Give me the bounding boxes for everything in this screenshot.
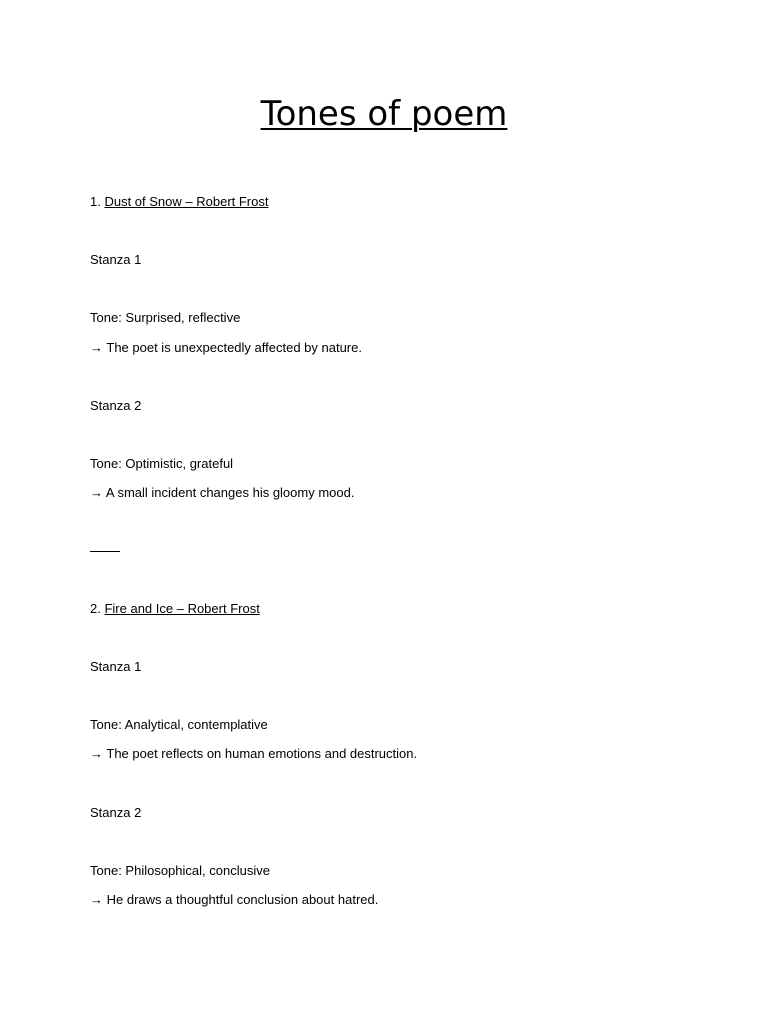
poem-heading-2 [90, 600, 260, 618]
stanza-tone: Tone: Philosophical, conclusive [90, 863, 270, 878]
stanza-note: → The poet is unexpectedly affected by nature. [90, 340, 362, 355]
stanza-tone: Tone: Surprised, reflective [90, 310, 241, 325]
section-divider [90, 551, 120, 552]
stanza-tone: Tone: Analytical, contemplative [90, 717, 268, 732]
stanza-label: Stanza 2 [90, 398, 142, 413]
poem-heading-1 [90, 193, 268, 211]
page-title: Tones of poem [260, 94, 508, 134]
poem-number: 2. [90, 601, 101, 616]
stanza-note: → A small incident changes his gloomy mood. [90, 485, 355, 500]
poem-title-link: Dust of Snow – Robert Frost [104, 194, 269, 209]
stanza-tone: Tone: Optimistic, grateful [90, 456, 234, 471]
poem-title-link: Fire and Ice – Robert Frost [104, 601, 260, 616]
stanza-note: → The poet reflects on human emotions and destruction. [90, 746, 418, 761]
stanza-label: Stanza 1 [90, 659, 142, 674]
stanza-note: → He draws a thoughtful conclusion about hatred. [90, 892, 379, 907]
stanza-label: Stanza 2 [90, 805, 142, 820]
stanza-label: Stanza 1 [90, 252, 142, 267]
poem-number: 1. [90, 194, 101, 209]
